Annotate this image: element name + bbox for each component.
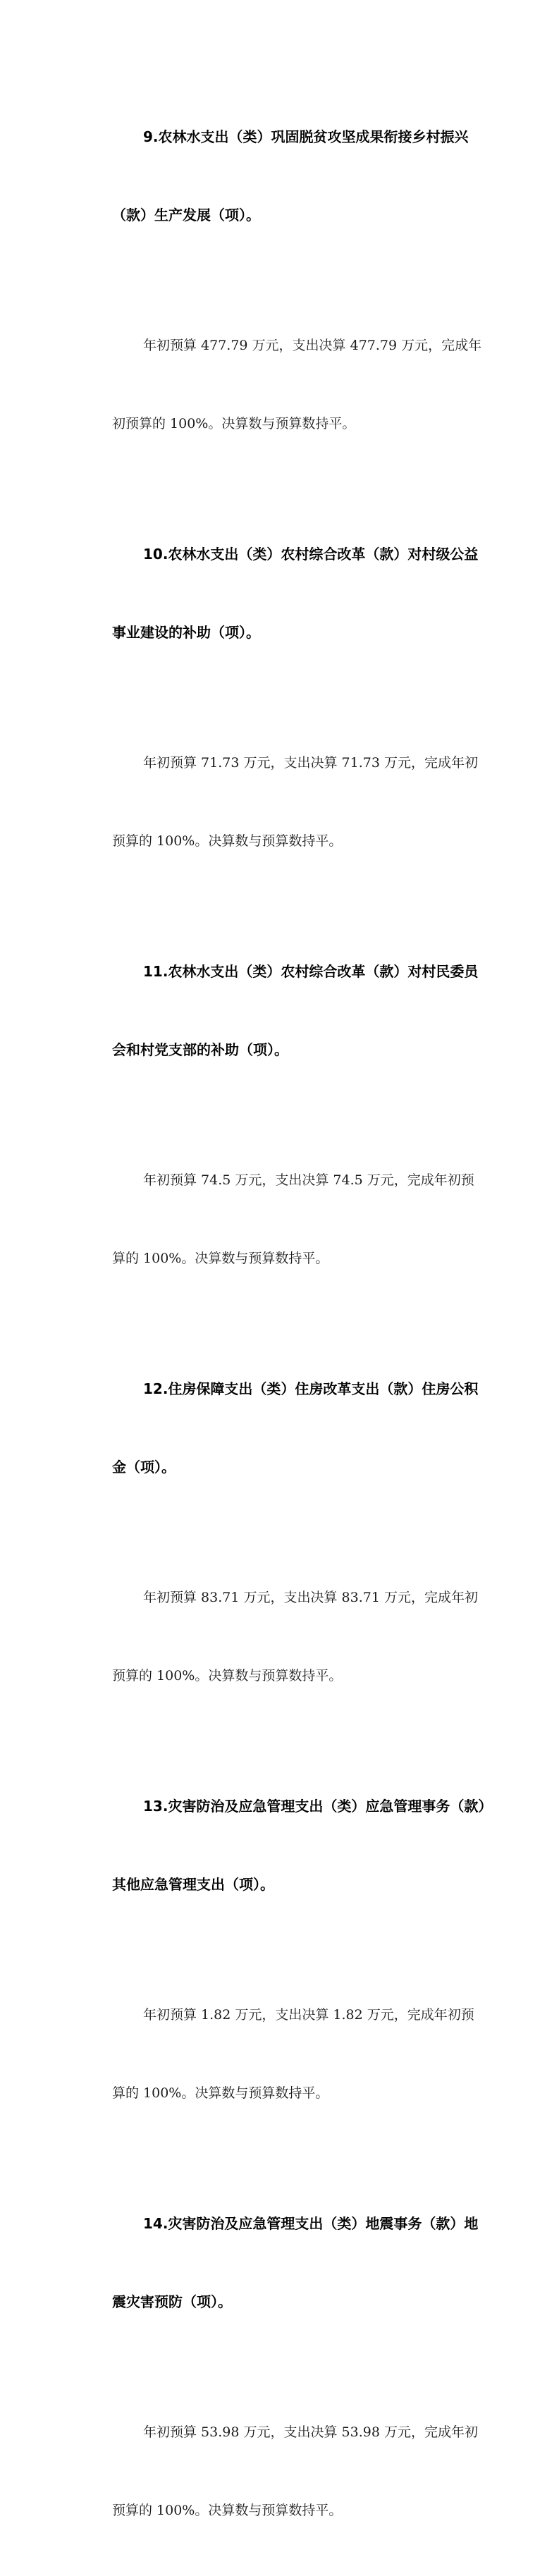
heading-line: 震灾害预防（项）。	[112, 2293, 232, 2310]
heading-line: 9.农林水支出（类）巩固脱贫攻坚成果衔接乡村振兴	[143, 128, 469, 145]
section-body	[84, 281, 482, 489]
section-12	[84, 1324, 479, 1741]
heading-line: 事业建设的补助（项）。	[112, 624, 260, 641]
section-11	[84, 907, 479, 1324]
section-body	[84, 2367, 476, 2576]
section-heading	[84, 2159, 479, 2367]
body-line: 年初预算 71.73 万元，支出决算 71.73 万元，完成年初	[143, 755, 478, 771]
heading-line: 其他应急管理支出（项）。	[112, 1876, 274, 1893]
section-9	[84, 72, 482, 489]
body-line: 年初预算 53.98 万元，支出决算 53.98 万元，完成年初	[143, 2424, 478, 2440]
body-line: 初预算的 100%。决算数与预算数持平。	[112, 416, 356, 431]
section-heading	[84, 1324, 479, 1533]
section-body	[84, 1950, 476, 2159]
body-line: 算的 100%。决算数与预算数持平。	[112, 2085, 329, 2101]
heading-line: 13.灾害防治及应急管理支出（类）应急管理事务（款）	[143, 1798, 493, 1815]
body-line: 算的 100%。决算数与预算数持平。	[112, 1251, 329, 1266]
section-body	[84, 1533, 476, 1741]
body-line: 预算的 100%。决算数与预算数持平。	[112, 833, 343, 849]
section-body	[84, 1115, 476, 1324]
body-line: 年初预算 74.5 万元，支出决算 74.5 万元，完成年初预	[143, 1172, 474, 1188]
body-line: 年初预算 477.79 万元，支出决算 477.79 万元，完成年	[143, 338, 482, 353]
heading-line: 金（项）。	[112, 1459, 176, 1476]
section-10	[84, 489, 479, 907]
section-heading	[84, 489, 479, 698]
heading-line: 14.灾害防治及应急管理支出（类）地震事务（款）地	[143, 2215, 479, 2232]
body-line: 年初预算 1.82 万元，支出决算 1.82 万元，完成年初预	[143, 2007, 474, 2023]
heading-line: （款）生产发展（项）。	[112, 207, 260, 223]
heading-line: 11.农林水支出（类）农村综合改革（款）对村民委员	[143, 963, 479, 980]
section-heading	[84, 1741, 493, 1950]
body-line: 年初预算 83.71 万元，支出决算 83.71 万元，完成年初	[143, 1590, 478, 1605]
heading-line: 10.农林水支出（类）农村综合改革（款）对村级公益	[143, 546, 479, 563]
section-heading	[84, 72, 476, 281]
section-heading	[84, 907, 479, 1115]
body-line: 预算的 100%。决算数与预算数持平。	[112, 2503, 343, 2518]
section-14	[84, 2159, 479, 2576]
section-body	[84, 698, 476, 907]
section-13	[84, 1741, 493, 2159]
heading-line: 12.住房保障支出（类）住房改革支出（款）住房公积	[143, 1380, 479, 1397]
body-line: 预算的 100%。决算数与预算数持平。	[112, 1668, 343, 1683]
heading-line: 会和村党支部的补助（项）。	[112, 1041, 288, 1058]
document-body	[84, 72, 493, 2576]
